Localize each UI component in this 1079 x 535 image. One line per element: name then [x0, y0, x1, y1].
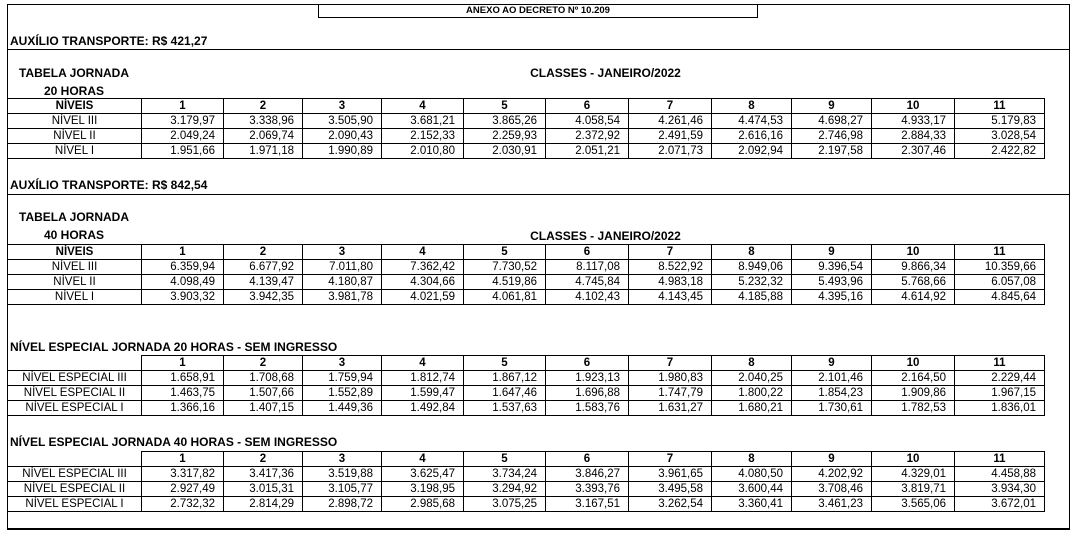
class-number-header: 11 — [955, 245, 1045, 260]
class-number-header: 4 — [382, 356, 464, 371]
class-number-header: 3 — [303, 356, 382, 371]
class-header-row — [8, 99, 1045, 114]
salary-value: 1.658,91 — [142, 371, 224, 386]
transport-allowance-20h: AUXÍLIO TRANSPORTE: R$ 421,27 — [10, 34, 208, 48]
level-label: NÍVEL I — [8, 290, 142, 305]
salary-value: 1.854,23 — [792, 386, 872, 401]
table-row — [8, 467, 1045, 482]
class-number-header: 1 — [142, 245, 224, 260]
classes-label-20h: CLASSES - JANEIRO/2022 — [530, 66, 681, 80]
level-label: NÍVEL ESPECIAL III — [8, 467, 142, 482]
salary-value: 2.372,92 — [546, 129, 629, 144]
salary-value: 1.951,66 — [142, 144, 224, 159]
salary-value: 8.522,92 — [629, 260, 712, 275]
salary-value: 1.696,88 — [546, 386, 629, 401]
table-row — [8, 144, 1045, 159]
table-row — [8, 129, 1045, 144]
empty-header-cell — [8, 356, 142, 371]
salary-value: 2.049,24 — [142, 129, 224, 144]
salary-value: 7.011,80 — [303, 260, 382, 275]
niveis-header: NÍVEIS — [8, 245, 142, 260]
class-number-header: 6 — [546, 99, 629, 114]
divider — [7, 194, 1070, 195]
level-label: NÍVEL ESPECIAL III — [8, 371, 142, 386]
salary-value: 2.164,50 — [872, 371, 955, 386]
class-number-header: 2 — [224, 245, 303, 260]
salary-value: 2.010,80 — [382, 144, 464, 159]
salary-value: 10.359,66 — [955, 260, 1045, 275]
table-row — [8, 401, 1045, 416]
class-number-header: 5 — [464, 245, 546, 260]
salary-value: 2.030,91 — [464, 144, 546, 159]
special-table-20h — [7, 355, 1045, 416]
table-row — [8, 371, 1045, 386]
salary-value: 3.942,35 — [224, 290, 303, 305]
salary-value: 1.990,89 — [303, 144, 382, 159]
class-number-header: 5 — [464, 356, 546, 371]
salary-value: 4.139,47 — [224, 275, 303, 290]
salary-value: 4.458,88 — [955, 467, 1045, 482]
salary-value: 2.884,33 — [872, 129, 955, 144]
salary-value: 2.101,46 — [792, 371, 872, 386]
class-number-header: 2 — [224, 356, 303, 371]
class-number-header: 2 — [224, 99, 303, 114]
salary-value: 2.746,98 — [792, 129, 872, 144]
salary-value: 3.495,58 — [629, 482, 712, 497]
salary-value: 5.232,32 — [712, 275, 792, 290]
salary-value: 3.167,51 — [546, 497, 629, 512]
salary-value: 2.051,21 — [546, 144, 629, 159]
salary-value: 3.317,82 — [142, 467, 224, 482]
class-number-header: 8 — [712, 452, 792, 467]
salary-value: 1.680,21 — [712, 401, 792, 416]
jornada-line2: 40 HORAS — [43, 228, 105, 242]
salary-value: 2.071,73 — [629, 144, 712, 159]
salary-value: 2.092,94 — [712, 144, 792, 159]
salary-value: 1.599,47 — [382, 386, 464, 401]
table-row — [8, 260, 1045, 275]
document-title: ANEXO AO DECRETO Nº 10.209 — [318, 4, 758, 18]
salary-value: 4.058,54 — [546, 114, 629, 129]
salary-value: 3.865,26 — [464, 114, 546, 129]
salary-value: 1.730,61 — [792, 401, 872, 416]
salary-value: 1.782,53 — [872, 401, 955, 416]
salary-value: 2.152,33 — [382, 129, 464, 144]
salary-value: 4.304,66 — [382, 275, 464, 290]
salary-value: 4.202,92 — [792, 467, 872, 482]
class-number-header: 7 — [629, 99, 712, 114]
salary-value: 1.971,18 — [224, 144, 303, 159]
salary-value: 2.616,16 — [712, 129, 792, 144]
level-label: NÍVEL ESPECIAL II — [8, 482, 142, 497]
class-header-row — [8, 245, 1045, 260]
class-number-header: 7 — [629, 356, 712, 371]
special-20h-title: NÍVEL ESPECIAL JORNADA 20 HORAS - SEM INGRESSO — [10, 340, 338, 354]
salary-value: 3.179,97 — [142, 114, 224, 129]
class-number-header: 8 — [712, 99, 792, 114]
salary-value: 6.057,08 — [955, 275, 1045, 290]
salary-value: 3.672,01 — [955, 497, 1045, 512]
class-number-header: 10 — [872, 99, 955, 114]
salary-value: 2.732,32 — [142, 497, 224, 512]
salary-value: 7.362,42 — [382, 260, 464, 275]
class-number-header: 9 — [792, 452, 872, 467]
salary-value: 3.565,06 — [872, 497, 955, 512]
divider — [7, 49, 1070, 50]
table-row — [8, 386, 1045, 401]
level-label: NÍVEL ESPECIAL I — [8, 401, 142, 416]
salary-value: 4.080,50 — [712, 467, 792, 482]
class-number-header: 6 — [546, 452, 629, 467]
classes-label-40h: CLASSES - JANEIRO/2022 — [530, 229, 681, 243]
salary-value: 3.075,25 — [464, 497, 546, 512]
salary-value: 4.102,43 — [546, 290, 629, 305]
salary-value: 3.262,54 — [629, 497, 712, 512]
salary-value: 4.061,81 — [464, 290, 546, 305]
salary-value: 4.845,64 — [955, 290, 1045, 305]
salary-table-20h — [7, 98, 1045, 159]
salary-value: 1.631,27 — [629, 401, 712, 416]
class-number-header: 10 — [872, 356, 955, 371]
salary-value: 2.197,58 — [792, 144, 872, 159]
salary-value: 2.307,46 — [872, 144, 955, 159]
class-number-header: 6 — [546, 356, 629, 371]
salary-value: 3.681,21 — [382, 114, 464, 129]
salary-value: 2.069,74 — [224, 129, 303, 144]
jornada-line2: 20 HORAS — [43, 84, 105, 98]
salary-value: 3.625,47 — [382, 467, 464, 482]
level-label: NÍVEL ESPECIAL I — [8, 497, 142, 512]
table-row — [8, 497, 1045, 512]
class-number-header: 5 — [464, 99, 546, 114]
class-number-header: 8 — [712, 356, 792, 371]
salary-value: 1.492,84 — [382, 401, 464, 416]
level-label: NÍVEL III — [8, 114, 142, 129]
class-number-header: 5 — [464, 452, 546, 467]
class-number-header: 4 — [382, 452, 464, 467]
salary-value: 1.583,76 — [546, 401, 629, 416]
salary-value: 3.338,96 — [224, 114, 303, 129]
salary-value: 4.185,88 — [712, 290, 792, 305]
salary-value: 4.021,59 — [382, 290, 464, 305]
special-table-40h — [7, 451, 1045, 512]
salary-value: 5.768,66 — [872, 275, 955, 290]
class-number-header: 11 — [955, 99, 1045, 114]
salary-value: 3.934,30 — [955, 482, 1045, 497]
table-row — [8, 275, 1045, 290]
salary-value: 4.395,16 — [792, 290, 872, 305]
class-number-header: 9 — [792, 356, 872, 371]
salary-value: 2.898,72 — [303, 497, 382, 512]
class-number-header: 11 — [955, 356, 1045, 371]
salary-value: 1.909,86 — [872, 386, 955, 401]
salary-value: 3.519,88 — [303, 467, 382, 482]
salary-value: 3.417,36 — [224, 467, 303, 482]
salary-value: 3.846,27 — [546, 467, 629, 482]
jornada-40h-label — [7, 208, 141, 244]
table-row — [8, 290, 1045, 305]
salary-value: 2.090,43 — [303, 129, 382, 144]
salary-value: 2.927,49 — [142, 482, 224, 497]
empty-header-cell — [8, 452, 142, 467]
salary-value: 4.261,46 — [629, 114, 712, 129]
salary-value: 4.329,01 — [872, 467, 955, 482]
salary-table-40h — [7, 244, 1045, 305]
special-40h-title: NÍVEL ESPECIAL JORNADA 40 HORAS - SEM INGRESSO — [10, 435, 338, 449]
level-label: NÍVEL III — [8, 260, 142, 275]
salary-value: 1.449,36 — [303, 401, 382, 416]
salary-value: 4.983,18 — [629, 275, 712, 290]
class-number-header: 7 — [629, 452, 712, 467]
salary-value: 3.360,41 — [712, 497, 792, 512]
niveis-header: NÍVEIS — [8, 99, 142, 114]
salary-value: 3.708,46 — [792, 482, 872, 497]
salary-value: 2.229,44 — [955, 371, 1045, 386]
class-number-header: 7 — [629, 245, 712, 260]
class-number-header: 4 — [382, 99, 464, 114]
salary-value: 1.759,94 — [303, 371, 382, 386]
salary-value: 3.461,23 — [792, 497, 872, 512]
salary-value: 3.981,78 — [303, 290, 382, 305]
jornada-line1: TABELA JORNADA — [19, 210, 129, 224]
class-number-header: 9 — [792, 245, 872, 260]
class-number-header: 3 — [303, 452, 382, 467]
salary-value: 1.836,01 — [955, 401, 1045, 416]
level-label: NÍVEL ESPECIAL II — [8, 386, 142, 401]
salary-value: 3.961,65 — [629, 467, 712, 482]
class-number-header: 3 — [303, 99, 382, 114]
salary-value: 1.967,15 — [955, 386, 1045, 401]
class-number-header: 10 — [872, 245, 955, 260]
salary-value: 2.422,82 — [955, 144, 1045, 159]
salary-value: 6.677,92 — [224, 260, 303, 275]
salary-value: 1.552,89 — [303, 386, 382, 401]
salary-value: 2.259,93 — [464, 129, 546, 144]
salary-value: 2.814,29 — [224, 497, 303, 512]
salary-value: 4.745,84 — [546, 275, 629, 290]
salary-value: 3.015,31 — [224, 482, 303, 497]
salary-value: 7.730,52 — [464, 260, 546, 275]
jornada-line1: TABELA JORNADA — [19, 66, 129, 80]
transport-allowance-40h: AUXÍLIO TRANSPORTE: R$ 842,54 — [10, 178, 208, 192]
level-label: NÍVEL II — [8, 129, 142, 144]
salary-value: 1.537,63 — [464, 401, 546, 416]
table-row — [8, 482, 1045, 497]
class-number-header: 9 — [792, 99, 872, 114]
class-number-header: 8 — [712, 245, 792, 260]
salary-value: 1.366,16 — [142, 401, 224, 416]
salary-value: 2.040,25 — [712, 371, 792, 386]
class-header-row — [8, 356, 1045, 371]
salary-value: 1.867,12 — [464, 371, 546, 386]
salary-value: 4.474,53 — [712, 114, 792, 129]
salary-value: 5.179,83 — [955, 114, 1045, 129]
salary-value: 3.600,44 — [712, 482, 792, 497]
salary-value: 9.866,34 — [872, 260, 955, 275]
salary-value: 3.819,71 — [872, 482, 955, 497]
level-label: NÍVEL I — [8, 144, 142, 159]
class-number-header: 10 — [872, 452, 955, 467]
table-row — [8, 114, 1045, 129]
salary-value: 4.519,86 — [464, 275, 546, 290]
salary-value: 9.396,54 — [792, 260, 872, 275]
salary-value: 3.294,92 — [464, 482, 546, 497]
salary-value: 1.407,15 — [224, 401, 303, 416]
level-label: NÍVEL II — [8, 275, 142, 290]
class-number-header: 2 — [224, 452, 303, 467]
class-number-header: 11 — [955, 452, 1045, 467]
class-number-header: 3 — [303, 245, 382, 260]
salary-value: 1.708,68 — [224, 371, 303, 386]
salary-value: 3.393,76 — [546, 482, 629, 497]
salary-value: 1.463,75 — [142, 386, 224, 401]
class-number-header: 1 — [142, 99, 224, 114]
class-number-header: 4 — [382, 245, 464, 260]
salary-value: 4.098,49 — [142, 275, 224, 290]
salary-value: 1.980,83 — [629, 371, 712, 386]
salary-value: 3.505,90 — [303, 114, 382, 129]
salary-value: 1.800,22 — [712, 386, 792, 401]
salary-value: 6.359,94 — [142, 260, 224, 275]
salary-value: 3.903,32 — [142, 290, 224, 305]
salary-value: 5.493,96 — [792, 275, 872, 290]
salary-value: 8.117,08 — [546, 260, 629, 275]
salary-value: 4.143,45 — [629, 290, 712, 305]
salary-value: 4.698,27 — [792, 114, 872, 129]
salary-value: 1.507,66 — [224, 386, 303, 401]
salary-value: 1.747,79 — [629, 386, 712, 401]
salary-value: 3.198,95 — [382, 482, 464, 497]
salary-value: 4.614,92 — [872, 290, 955, 305]
jornada-20h-label — [7, 64, 141, 100]
class-header-row — [8, 452, 1045, 467]
class-number-header: 1 — [142, 356, 224, 371]
salary-value: 1.812,74 — [382, 371, 464, 386]
salary-value: 3.105,77 — [303, 482, 382, 497]
salary-value: 4.180,87 — [303, 275, 382, 290]
salary-value: 1.647,46 — [464, 386, 546, 401]
salary-value: 2.491,59 — [629, 129, 712, 144]
salary-value: 2.985,68 — [382, 497, 464, 512]
salary-value: 4.933,17 — [872, 114, 955, 129]
class-number-header: 6 — [546, 245, 629, 260]
salary-value: 8.949,06 — [712, 260, 792, 275]
class-number-header: 1 — [142, 452, 224, 467]
salary-value: 3.028,54 — [955, 129, 1045, 144]
salary-value: 3.734,24 — [464, 467, 546, 482]
salary-value: 1.923,13 — [546, 371, 629, 386]
